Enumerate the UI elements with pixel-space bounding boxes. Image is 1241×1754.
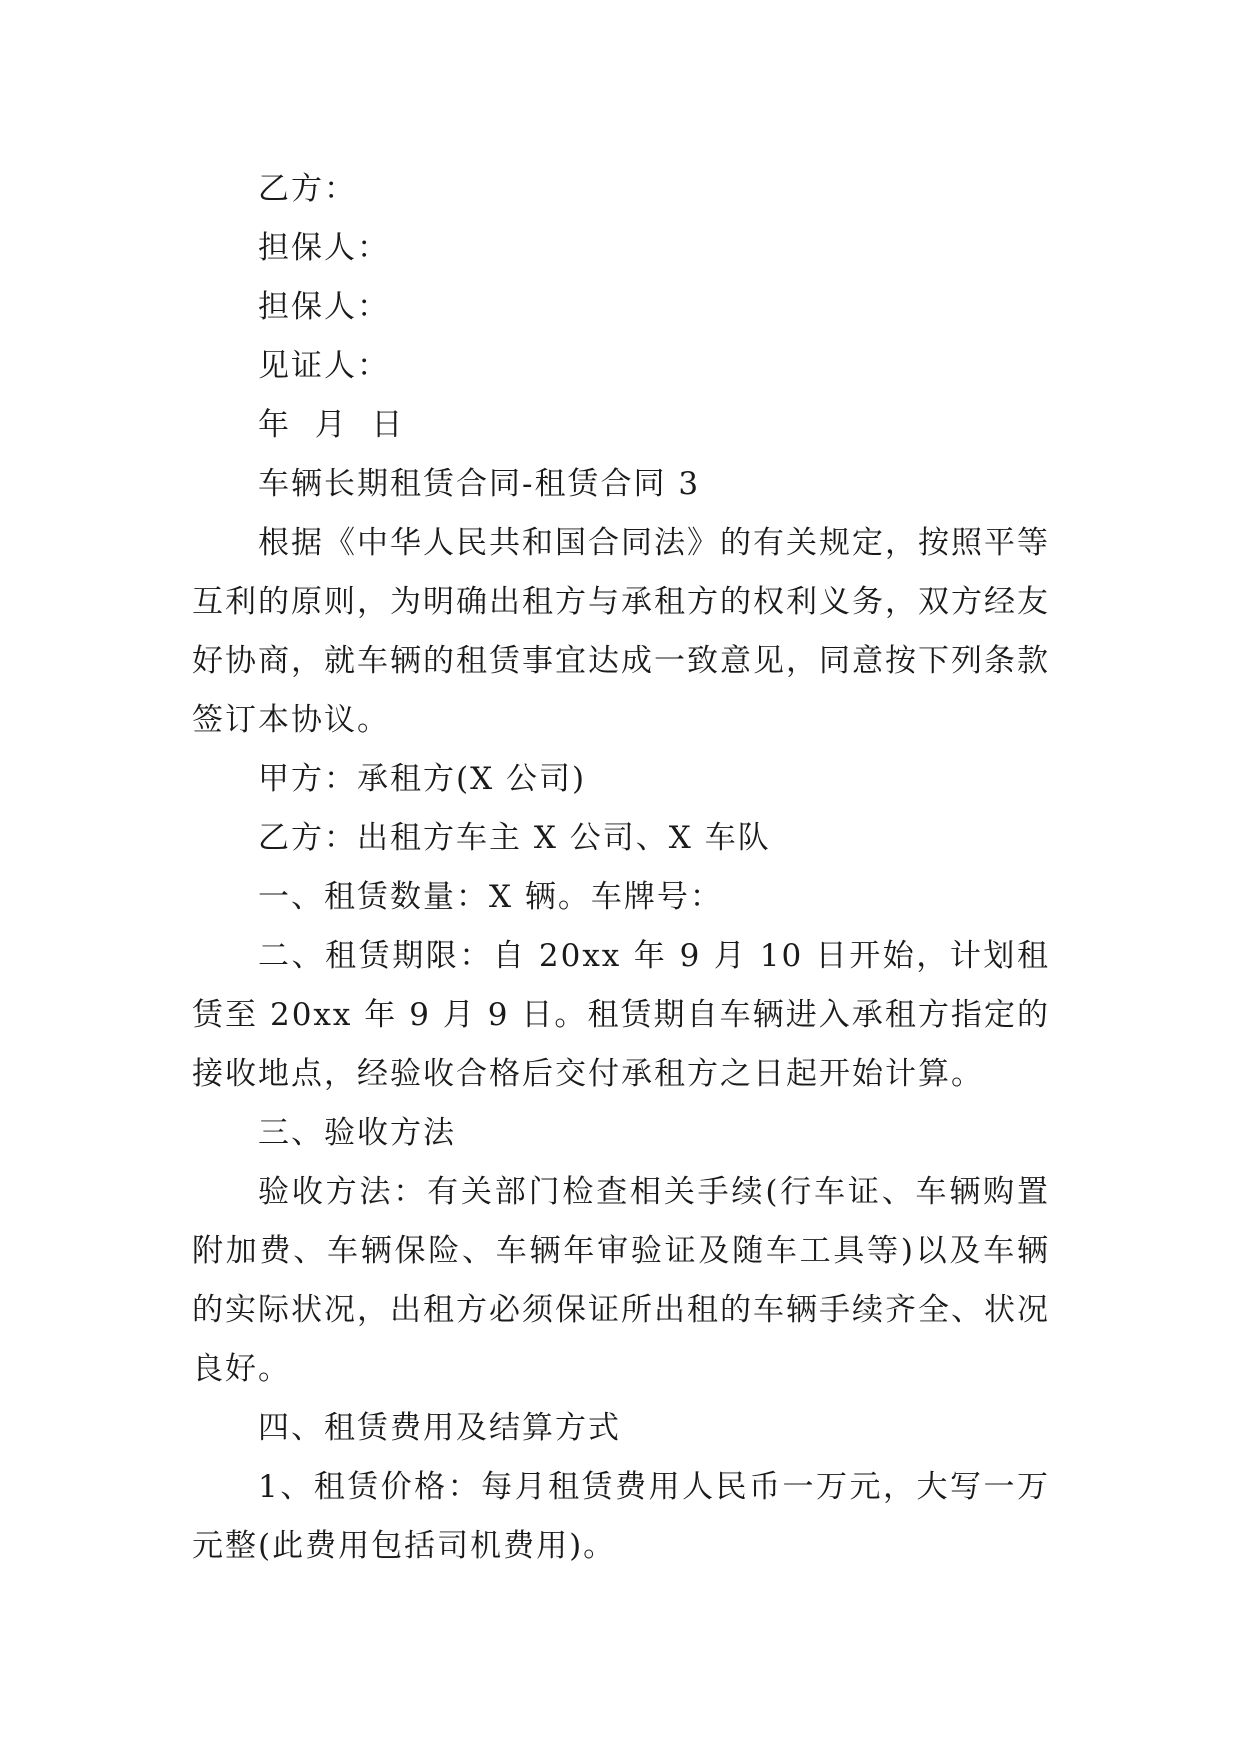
preamble-paragraph: 根据《中华人民共和国合同法》的有关规定，按照平等互利的原则，为明确出租方与承租方的权利义务，双方经友好协商，就车辆的租赁事宜达成一致意见，同意按下列条款签订本协议。 [192,525,1050,738]
clause-term: 二、租赁期限：自 20xx 年 9 月 10 日开始，计划租赁至 20xx 年 9 月 9 日。租赁期自车辆进入承租方指定的接收地点，经验收合格后交付承租方之日起开始计算。 [192,938,1050,1092]
clause-price: 1、租赁价格：每月租赁费用人民币一万元，大写一万元整(此费用包括司机费用)。 [192,1469,1050,1564]
section-title: 车辆长期租赁合同-租赁合同 3 [258,466,701,502]
guarantor-line: 担保人： [258,289,390,325]
document-body [192,160,1050,1576]
clause-heading-fees: 四、租赁费用及结算方式 [258,1410,621,1446]
party-b-line: 乙方：出租方车主 X 公司、X 车队 [258,820,771,856]
guarantor-line: 担保人： [258,230,390,266]
party-b-line: 乙方： [258,171,357,207]
date-line: 年 月 日 [258,407,405,443]
clause-heading-acceptance: 三、验收方法 [258,1115,456,1151]
clause-acceptance-body: 验收方法：有关部门检查相关手续(行车证、车辆购置附加费、车辆保险、车辆年审验证及随车工具等)以及车辆的实际状况，出租方必须保证所出租的车辆手续齐全、状况良好。 [192,1174,1050,1387]
witness-line: 见证人： [258,348,390,384]
clause-quantity: 一、租赁数量：X 辆。车牌号： [258,879,723,915]
party-a-line: 甲方：承租方(X 公司) [258,761,587,797]
